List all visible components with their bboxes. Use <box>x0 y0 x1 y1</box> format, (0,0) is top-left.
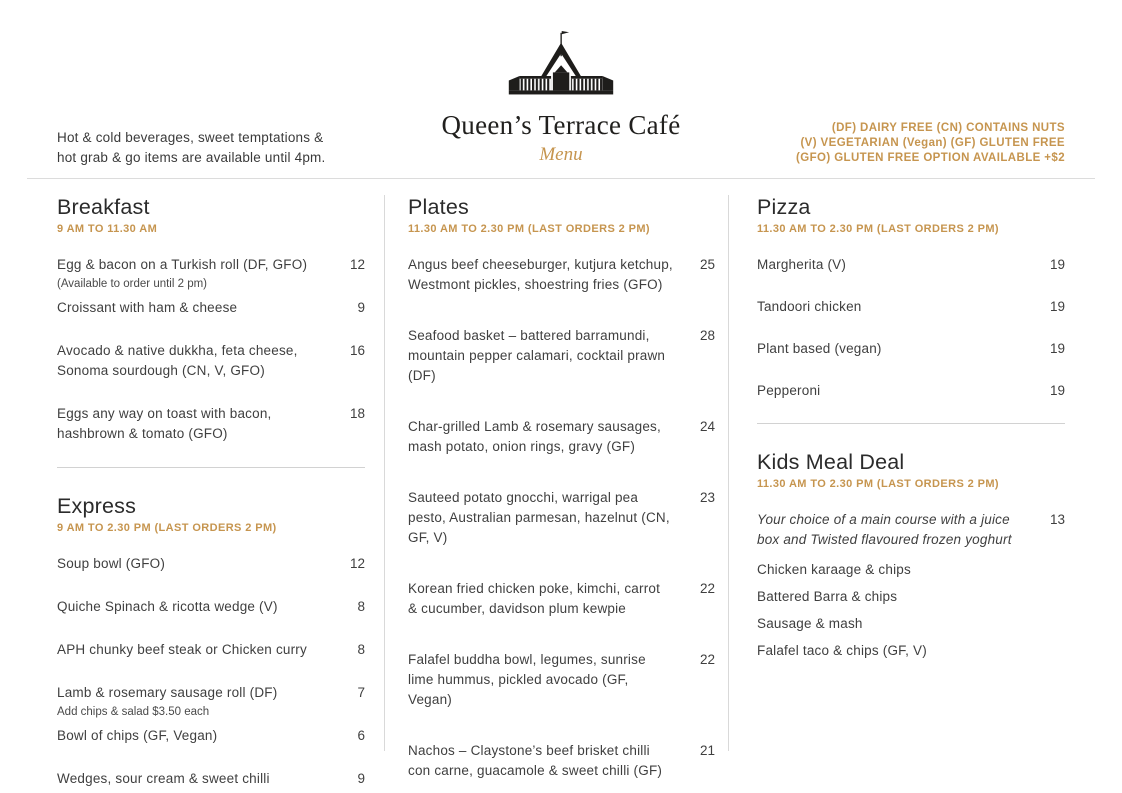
item-name: Margherita (V) <box>757 257 847 272</box>
item-price: 19 <box>1049 341 1065 356</box>
item-price: 21 <box>699 743 715 758</box>
menu-item-row <box>57 597 365 617</box>
menu-item-row <box>57 554 365 574</box>
menu-item <box>408 741 715 781</box>
section-hours: 11.30 AM TO 2.30 PM (LAST ORDERS 2 PM) <box>757 223 999 235</box>
item-note: Add chips & salad $3.50 each <box>57 706 210 718</box>
menu-item-row <box>757 339 1065 359</box>
item-price: 19 <box>1049 383 1065 398</box>
section-title: Express <box>57 494 137 518</box>
item-price: 28 <box>699 328 715 343</box>
dietary-legend <box>796 121 1065 166</box>
item-name: Quiche Spinach & ricotta wedge (V) <box>57 599 278 614</box>
section-title: Pizza <box>757 195 811 219</box>
item-price: 19 <box>1049 299 1065 314</box>
menu-item <box>757 510 1065 550</box>
item-name: Soup bowl (GFO) <box>57 556 166 571</box>
menu-item-row <box>57 726 365 746</box>
column-divider-2 <box>728 195 729 751</box>
menu-item <box>57 554 365 574</box>
menu-subtitle: Menu <box>539 144 583 165</box>
menu-item <box>757 614 1065 634</box>
menu-item-row <box>57 769 365 789</box>
menu-item <box>757 381 1065 401</box>
item-price: 6 <box>357 728 365 743</box>
section-hours: 11.30 AM TO 2.30 PM (LAST ORDERS 2 PM) <box>408 223 650 235</box>
item-name: Lamb & rosemary sausage roll (DF) <box>57 685 278 700</box>
legend-line2: (V) VEGETARIAN (Vegan) (GF) GLUTEN FREE <box>800 137 1065 149</box>
menu-item <box>57 255 365 292</box>
column-divider-1 <box>384 195 385 751</box>
menu-item-row <box>57 298 365 318</box>
menu-item-row <box>408 579 715 619</box>
item-name: APH chunky beef steak or Chicken curry <box>57 642 307 657</box>
parliament-house-logo-icon <box>498 30 624 104</box>
item-price: 25 <box>699 257 715 272</box>
item-name: Angus beef cheeseburger, kutjura ketchup, Westmont pickles, shoestring fries (GFO) <box>408 257 673 292</box>
item-name: Falafel taco & chips (GF, V) <box>757 643 927 658</box>
menu-section <box>757 195 1065 401</box>
column-breakfast-express <box>57 195 365 786</box>
item-note: (Available to order until 2 pm) <box>57 278 207 290</box>
menu-item-row <box>757 510 1065 550</box>
item-name: Pepperoni <box>757 383 821 398</box>
menu-item-row <box>57 683 365 703</box>
header <box>0 0 1122 178</box>
menu-item-row <box>57 404 365 444</box>
menu-item-row <box>408 255 715 295</box>
menu-item <box>57 597 365 617</box>
menu-item-row <box>757 641 1065 661</box>
menu-section <box>57 494 365 789</box>
menu-item <box>408 650 715 710</box>
item-name: Wedges, sour cream & sweet chilli <box>57 771 270 786</box>
item-name: Your choice of a main course with a juice box and Twisted flavoured frozen yoghurt <box>757 512 1012 547</box>
legend-line1: (DF) DAIRY FREE (CN) CONTAINS NUTS <box>831 122 1065 134</box>
menu-body <box>57 195 1065 786</box>
menu-item-row <box>57 640 365 660</box>
item-name: Egg & bacon on a Turkish roll (DF, GFO) <box>57 257 308 272</box>
item-price: 24 <box>699 419 715 434</box>
menu-item <box>408 417 715 457</box>
availability-note-line1: Hot & cold beverages, sweet temptations & <box>57 130 324 145</box>
menu-item-row <box>57 341 365 381</box>
section-title: Breakfast <box>57 195 150 219</box>
section-divider <box>57 467 365 468</box>
item-price: 19 <box>1049 257 1065 272</box>
section-hours: 9 AM TO 2.30 PM (LAST ORDERS 2 PM) <box>57 522 277 534</box>
menu-item-row <box>408 650 715 710</box>
item-name: Avocado & native dukkha, feta cheese, Sonoma sourdough (CN, V, GFO) <box>57 343 298 378</box>
column-plates <box>408 195 715 778</box>
item-price: 7 <box>357 685 365 700</box>
menu-item-row <box>57 255 365 275</box>
menu-item-row <box>757 297 1065 317</box>
item-name: Tandoori chicken <box>757 299 862 314</box>
item-name: Bowl of chips (GF, Vegan) <box>57 728 218 743</box>
header-divider <box>27 178 1095 179</box>
item-name: Falafel buddha bowl, legumes, sunrise lime hummus, pickled avocado (GF, Vegan) <box>408 652 646 707</box>
availability-note-line2: hot grab & go items are available until 4pm. <box>57 150 326 165</box>
menu-item <box>757 255 1065 275</box>
item-price: 23 <box>699 490 715 505</box>
legend-line3: (GFO) GLUTEN FREE OPTION AVAILABLE +$2 <box>796 152 1065 164</box>
column-pizza-kids <box>757 195 1065 751</box>
item-name: Chicken karaage & chips <box>757 562 911 577</box>
item-name: Seafood basket – battered barramundi, mountain pepper calamari, cocktail prawn (DF) <box>408 328 666 383</box>
item-price: 12 <box>349 556 365 571</box>
item-price: 22 <box>699 581 715 596</box>
section-title: Plates <box>408 195 469 219</box>
item-price: 22 <box>699 652 715 667</box>
section-hours: 9 AM TO 11.30 AM <box>57 223 158 235</box>
menu-item <box>757 560 1065 580</box>
menu-item <box>757 641 1065 661</box>
menu-item <box>408 326 715 386</box>
item-name: Battered Barra & chips <box>757 589 898 604</box>
menu-item-row <box>408 741 715 781</box>
item-price: 12 <box>349 257 365 272</box>
menu-item <box>408 255 715 295</box>
item-name: Sausage & mash <box>757 616 863 631</box>
cafe-title: Queen’s Terrace Café <box>441 110 681 140</box>
menu-item <box>757 339 1065 359</box>
menu-item-row <box>408 488 715 548</box>
menu-item <box>757 297 1065 317</box>
section-hours: 11.30 AM TO 2.30 PM (LAST ORDERS 2 PM) <box>757 478 999 490</box>
menu-item-row <box>757 255 1065 275</box>
item-price: 9 <box>357 300 365 315</box>
item-price: 8 <box>357 642 365 657</box>
menu-item <box>57 298 365 318</box>
menu-item-row <box>757 381 1065 401</box>
item-name: Nachos – Claystone’s beef brisket chilli con carne, guacamole & sweet chilli (GF) <box>408 743 663 778</box>
item-name: Croissant with ham & cheese <box>57 300 238 315</box>
menu-item-row <box>408 326 715 386</box>
menu-item <box>57 769 365 789</box>
item-price: 9 <box>357 771 365 786</box>
menu-item-row <box>757 614 1065 634</box>
menu-section <box>57 195 365 444</box>
menu-item-row <box>757 587 1065 607</box>
item-price: 16 <box>349 343 365 358</box>
item-price: 18 <box>349 406 365 421</box>
item-name: Char-grilled Lamb & rosemary sausages, mash potato, onion rings, gravy (GF) <box>408 419 661 454</box>
menu-item <box>57 726 365 746</box>
item-name: Korean fried chicken poke, kimchi, carrot & cucumber, davidson plum kewpie <box>408 581 661 616</box>
menu-section <box>408 195 715 781</box>
item-name: Plant based (vegan) <box>757 341 882 356</box>
menu-item <box>57 683 365 720</box>
menu-item-row <box>408 417 715 457</box>
menu-item-row <box>757 560 1065 580</box>
menu-item <box>757 587 1065 607</box>
menu-item <box>57 404 365 444</box>
section-title: Kids Meal Deal <box>757 450 905 474</box>
item-name: Sauteed potato gnocchi, warrigal pea pesto, Australian parmesan, hazelnut (CN, GF, V) <box>408 490 670 545</box>
menu-item <box>57 640 365 660</box>
item-price: 13 <box>1049 512 1065 527</box>
menu-item <box>408 488 715 548</box>
menu-item <box>57 341 365 381</box>
item-name: Eggs any way on toast with bacon, hashbrown & tomato (GFO) <box>57 406 272 441</box>
section-divider <box>757 423 1065 424</box>
menu-item <box>408 579 715 619</box>
item-price: 8 <box>357 599 365 614</box>
menu-section <box>757 450 1065 661</box>
